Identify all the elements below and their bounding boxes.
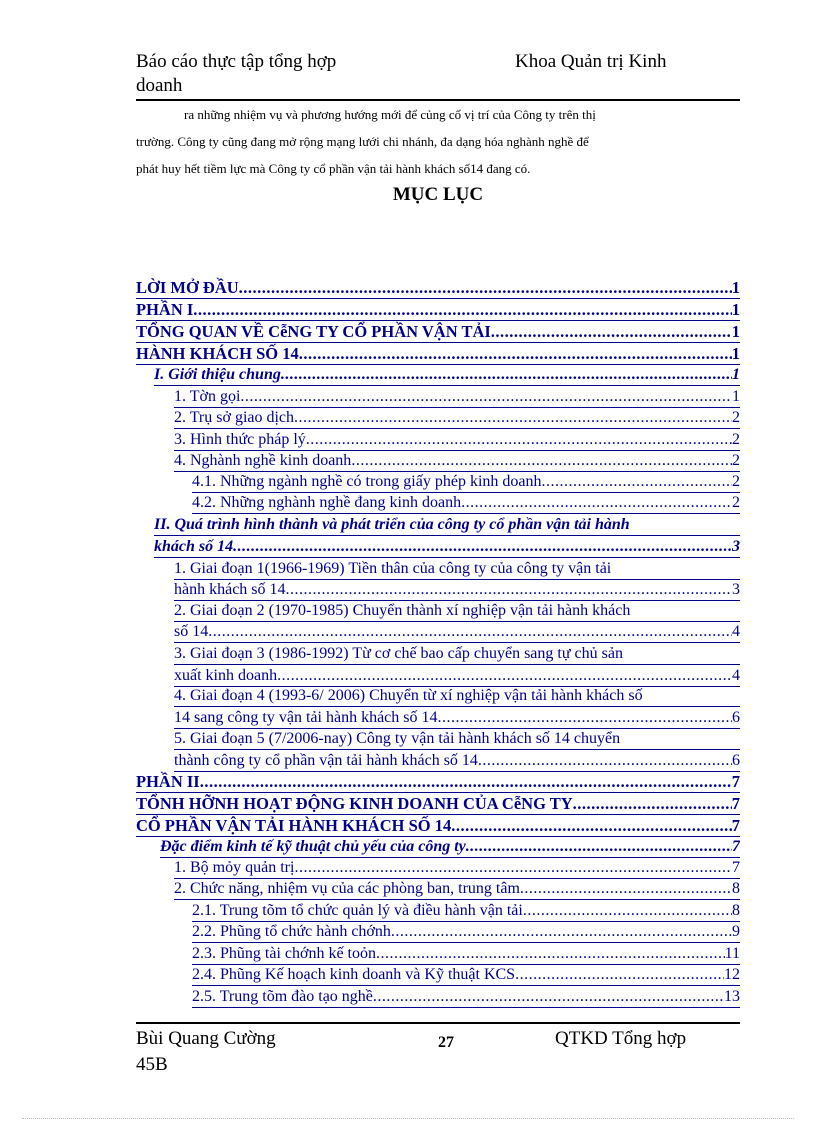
toc-entry[interactable]: 5. Giai đoạn 5 (7/2006-nay) Công ty vận tải hành khách số 14 chuyển — [174, 728, 740, 750]
toc-entry[interactable]: CỔ PHẦN VẬN TẢI HÀNH KHÁCH SỐ 14 ..... 7 — [136, 815, 740, 837]
intro-line-2: trường. Công ty cũng đang mở rộng mạng lưới chi nhánh, đa dạng hóa nghành nghề để — [136, 134, 589, 149]
intro-line-3: phát huy hết tiềm lực mà Công ty cổ phần vận tải hành khách số14 đang có. — [136, 161, 531, 176]
footer-author-class: 45B — [136, 1054, 168, 1075]
toc-entry[interactable]: 4.2. Những nghành nghề đang kinh doanh ..... 2 — [192, 492, 740, 514]
toc-entry[interactable]: TỔNG QUAN VỀ CễNG TY CỔ PHẦN VẬN TẢI ..... 1 — [136, 321, 740, 343]
footer-right: QTKD Tổng hợp — [555, 1028, 687, 1049]
toc-entry[interactable]: HÀNH KHÁCH SỐ 14 ..... 1 — [136, 343, 740, 365]
toc-entry[interactable]: 2. Giai đoạn 2 (1970-1985) Chuyển thành xí nghiệp vận tải hành khách — [174, 600, 740, 622]
toc-entry[interactable]: II. Quá trình hình thành và phát triển của công ty cổ phần vận tải hành — [154, 514, 740, 536]
toc-entry[interactable]: 2.1. Trung tõm tổ chức quản lý và điều hành vận tải ..... 8 — [192, 900, 740, 922]
footer-rule — [136, 1022, 740, 1024]
header-left-line1: Báo cáo thực tập tổng hợp — [136, 51, 337, 72]
toc-entry[interactable]: 3. Hình thức pháp lý ..... 2 — [174, 429, 740, 451]
page-title: MỤC LỤC — [392, 184, 484, 205]
footer-author-name: Bùi Quang Cường — [136, 1028, 276, 1049]
toc-entry[interactable]: TỔNH HỠNH HOẠT ĐỘNG KINH DOANH CỦA CễNG TY ..... 7 — [136, 793, 740, 815]
toc-entry[interactable]: 2.5. Trung tõm đào tạo nghề ..... 13 — [192, 986, 740, 1008]
toc-entry[interactable]: 2.3. Phũng tài chớnh kế toỏn ..... 11 — [192, 943, 740, 965]
footer-author — [136, 1026, 276, 1078]
toc-entry[interactable]: số 14 ..... 4 — [174, 621, 740, 643]
toc-entry[interactable]: 2. Trụ sở giao dịch ..... 2 — [174, 407, 740, 429]
toc-entry[interactable]: I. Giới thiệu chung ..... 1 — [154, 364, 740, 386]
header-right: Khoa Quản trị Kinh — [515, 51, 667, 72]
toc-entry[interactable]: khách số 14 ..... 3 — [154, 536, 740, 558]
header-left-line2: doanh — [136, 75, 183, 96]
toc-entry[interactable]: 2.2. Phũng tổ chức hành chớnh ..... 9 — [192, 921, 740, 943]
toc-entry[interactable]: 4. Giai đoạn 4 (1993-6/ 2006) Chuyển từ xí nghiệp vận tải hành khách số — [174, 685, 740, 707]
toc-entry[interactable]: LỜI MỞ ĐẦU ..... 1 — [136, 277, 740, 299]
page-header — [136, 50, 740, 100]
toc-entry[interactable]: PHẦN II ..... 7 — [136, 771, 740, 793]
page-footer — [136, 1026, 740, 1086]
toc-entry[interactable]: thành công ty cổ phần vận tải hành khách số 14 ..... 6 — [174, 750, 740, 772]
toc-entry[interactable]: 1. Giai đoạn 1(1966-1969) Tiền thân của công ty của công ty vận tải — [174, 558, 740, 580]
toc-entry[interactable]: 4.1. Những ngành nghề có trong giấy phép kinh doanh ..... 2 — [192, 471, 740, 493]
toc-entry[interactable]: 1. Tờn gọi ..... 1 — [174, 386, 740, 408]
intro-line-1: ra những nhiệm vụ và phương hướng mới để củng cố vị trí của Công ty trên thị — [184, 107, 596, 122]
toc-entry[interactable]: Đặc điểm kinh tế kỹ thuật chủ yếu của công ty ..... 7 — [160, 836, 740, 858]
header-left — [136, 50, 336, 98]
toc-entry[interactable]: 3. Giai đoạn 3 (1986-1992) Từ cơ chế bao cấp chuyển sang tự chủ sản — [174, 643, 740, 665]
toc-entry[interactable]: 2.4. Phũng Kế hoạch kinh doanh và Kỹ thuật KCS ..... 12 — [192, 964, 740, 986]
toc-entry[interactable]: PHẦN I ..... 1 — [136, 299, 740, 321]
toc-entry[interactable]: xuất kinh doanh ..... 4 — [174, 665, 740, 687]
toc-entry[interactable]: 1. Bộ mỏy quản trị ..... 7 — [174, 857, 740, 879]
toc-entry[interactable]: 14 sang công ty vận tải hành khách số 14 ..... 6 — [174, 707, 740, 729]
toc-entry[interactable]: hành khách số 14 ..... 3 — [174, 579, 740, 601]
page-number: 27 — [438, 1034, 454, 1051]
toc-entry[interactable]: 4. Nghành nghề kinh doanh ..... 2 — [174, 450, 740, 472]
page-edge-divider — [22, 1118, 794, 1119]
toc-entry[interactable]: 2. Chức năng, nhiệm vụ của các phòng ban, trung tâm ..... 8 — [174, 878, 740, 900]
intro-paragraph — [136, 101, 740, 182]
